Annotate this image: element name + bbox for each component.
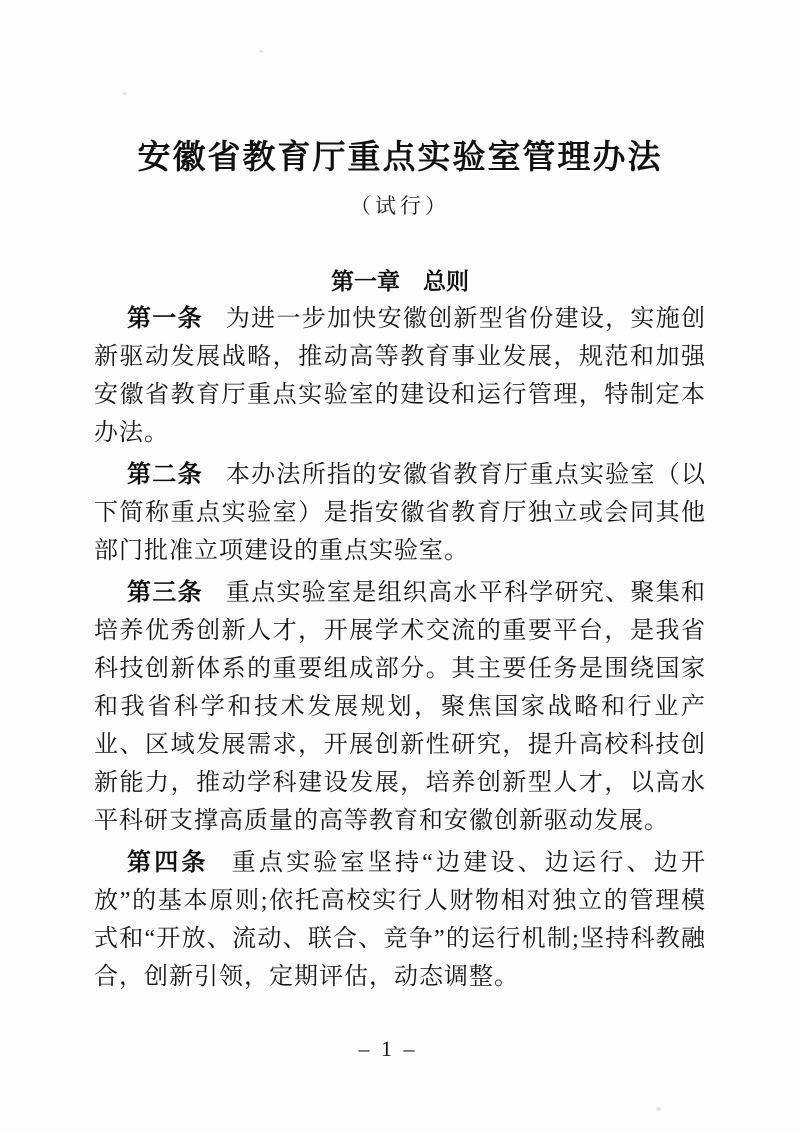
article-3-text: 重点实验室是组织高水平科学研究、聚集和培养优秀创新人才，开展学术交流的重要平台，是我省科技创新体系的重要组成部分。其主要任务是围绕国家和我省科学和技术发展规划，聚焦国家战略和行业产业、区域发展需求，开展创新性研究，提升高校科技创新能力，推动学科建设发展，培养创新型人才，以高水平科研支撑高质量的高等教育和安徽创新驱动发展。 xyxy=(94,580,707,834)
article-4-text: 重点实验室坚持“边建设、边运行、边开放”的基本原则;依托高校实行人财物相对独立的管理模式和“开放、流动、联合、竞争”的运行机制;坚持科教融合，创新引领，定期评估，动态调整。 xyxy=(94,850,706,990)
scan-speck xyxy=(656,1107,661,1111)
article-2-number: 第二条 xyxy=(127,461,203,488)
article-2 xyxy=(94,456,706,570)
document-title: 安徽省教育厅重点实验室管理办法 xyxy=(137,140,663,176)
article-2-text: 本办法所指的安徽省教育厅重点实验室（以下简称重点实验室）是指安徽省教育厅独立或会同其他部门批准立项建设的重点实验室。 xyxy=(94,462,707,564)
document-body xyxy=(94,300,706,1000)
chapter-heading: 第一章 总则 xyxy=(331,268,469,294)
scan-speck xyxy=(259,50,263,53)
page-number: – 1 – xyxy=(358,1036,418,1061)
article-1-number: 第一条 xyxy=(127,305,203,332)
article-1-text: 为进一步加快安徽创新型省份建设，实施创新驱动发展战略，推动高等教育事业发展，规范和加强安徽省教育厅重点实验室的建设和运行管理，特制定本办法。 xyxy=(94,306,707,446)
article-4 xyxy=(94,844,706,996)
article-1 xyxy=(94,300,706,452)
article-3-number: 第三条 xyxy=(127,579,203,606)
article-4-number: 第四条 xyxy=(127,849,209,876)
article-3 xyxy=(94,574,706,840)
document-subtitle: （试行） xyxy=(350,194,450,218)
scan-speck xyxy=(122,92,127,95)
